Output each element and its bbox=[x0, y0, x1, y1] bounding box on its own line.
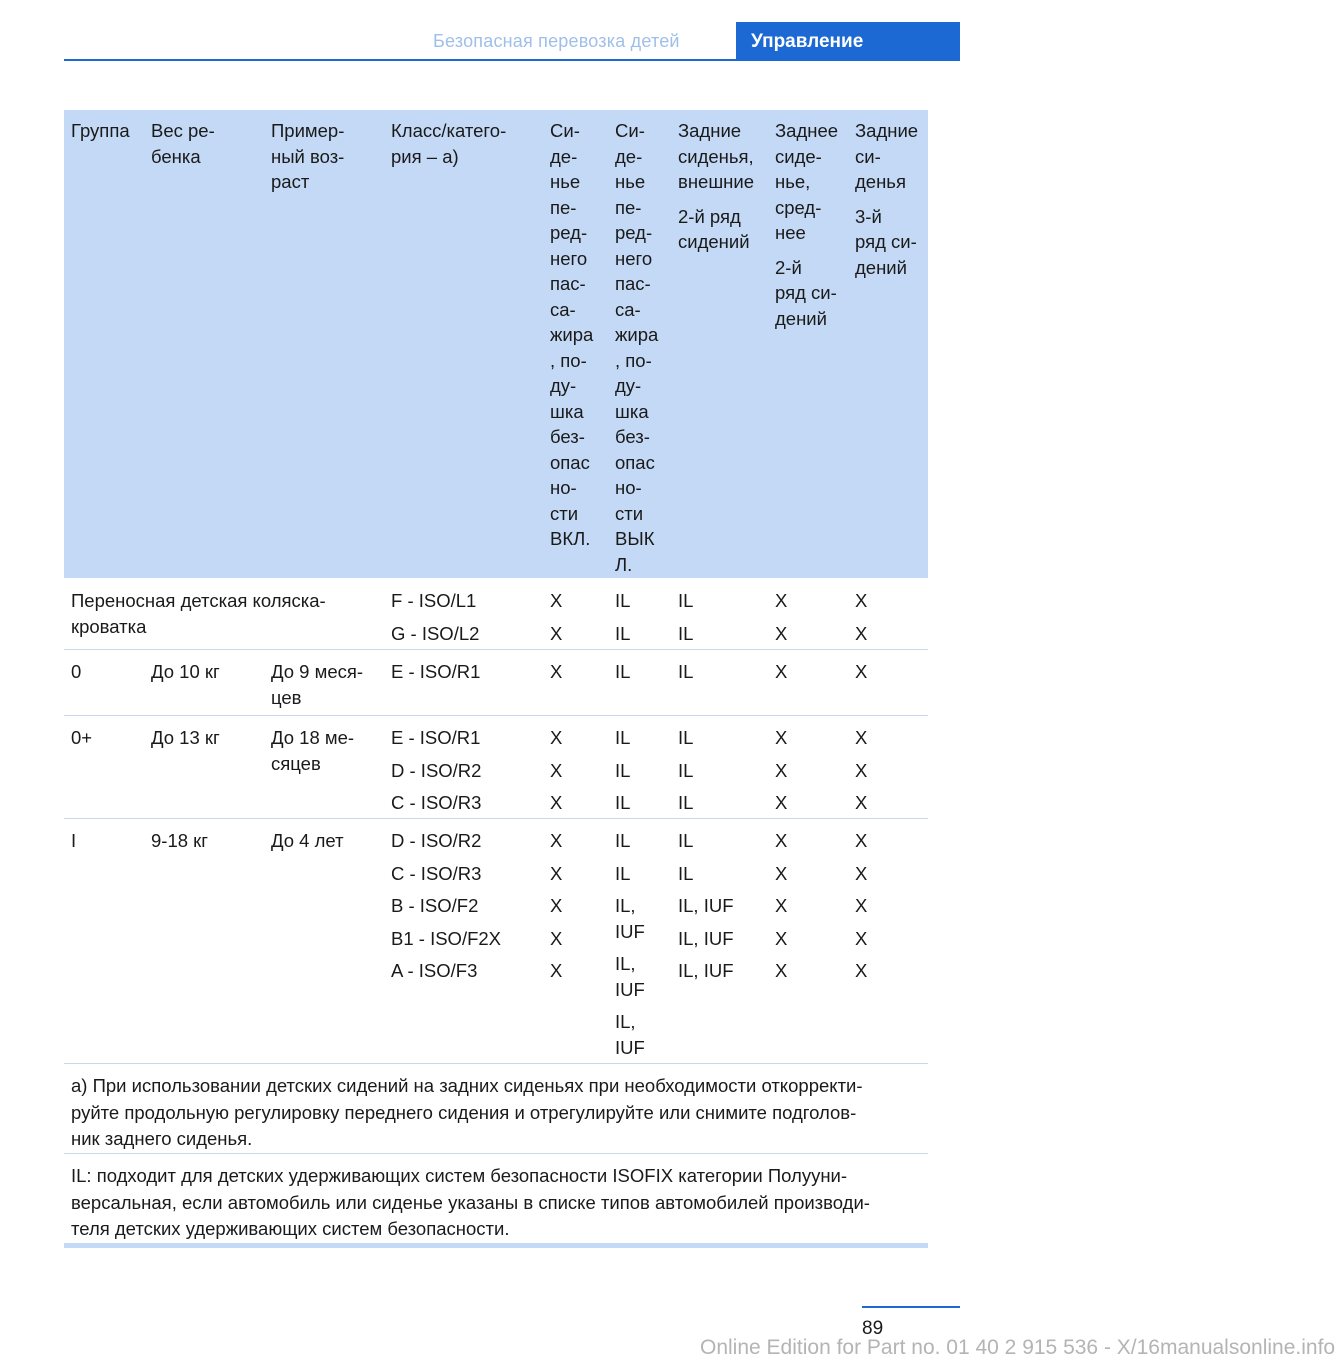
header-age: Пример- ный воз- раст bbox=[271, 120, 345, 192]
row-divider bbox=[64, 1153, 928, 1154]
isofix-table bbox=[64, 110, 928, 1239]
table-header-row bbox=[64, 110, 928, 578]
page-number-rule bbox=[862, 1306, 960, 1308]
cell-group: 0+ bbox=[71, 727, 93, 748]
header-front-airbag-on: Си- де- нье пе- ред- него пас- са- жира , по- ду- шка без- опас но- сти ВКЛ. bbox=[550, 120, 594, 549]
cell-rear-outer: IL bbox=[678, 661, 694, 682]
header-rule bbox=[64, 59, 960, 61]
row-divider bbox=[64, 818, 928, 819]
cell-class: D - ISO/R2 C - ISO/R3 B - ISO/F2 B1 - ISO/F2X A - ISO/F3 bbox=[391, 830, 502, 981]
cell-third-row: X X X bbox=[855, 727, 868, 813]
cell-class: F - ISO/L1 G - ISO/L2 bbox=[391, 590, 480, 644]
cell-age: До 18 ме- сяцев bbox=[271, 727, 355, 774]
row-divider bbox=[64, 649, 928, 650]
cell-third-row: X X bbox=[855, 590, 868, 644]
cell-rear-center: X X X X X bbox=[775, 830, 788, 981]
cell-front-airbag-on: X X X X X bbox=[550, 830, 563, 981]
cell-front-airbag-off: IL bbox=[615, 661, 631, 682]
header-rear-center: Заднее сиде- нье, сред- нее 2-й ряд си- дений bbox=[775, 120, 839, 329]
header-third-row: Задние си- денья 3-й ряд си- дений bbox=[855, 120, 919, 278]
cell-third-row: X X X X X bbox=[855, 830, 868, 981]
watermark: Online Edition for Part no. 01 40 2 915 536 - X/16manualsonline.info bbox=[700, 1336, 1335, 1359]
cell-front-airbag-off: IL IL bbox=[615, 590, 631, 644]
cell-rear-outer: IL IL IL bbox=[678, 727, 694, 813]
running-header-section: Безопасная перевозка детей bbox=[433, 31, 680, 51]
cell-front-airbag-on: X X bbox=[550, 590, 563, 644]
header-class: Класс/катего- рия – a) bbox=[391, 120, 507, 167]
table-bottom-bar bbox=[64, 1243, 928, 1248]
cell-weight: До 13 кг bbox=[151, 727, 220, 748]
cell-weight: До 10 кг bbox=[151, 661, 220, 682]
row-label: Переносная детская коляска- кроватка bbox=[71, 590, 326, 637]
cell-rear-outer: IL IL bbox=[678, 590, 694, 644]
header-weight: Вес ре- бенка bbox=[151, 120, 215, 167]
cell-third-row: X bbox=[855, 661, 868, 682]
cell-group: 0 bbox=[71, 661, 82, 682]
cell-rear-center: X bbox=[775, 661, 788, 682]
table-note: IL: подходит для детских удерживающих систем безопасности ISOFIX категории Полууни- версальная, если автомобиль или сиденье указаны в списке типов автомобилей производи- теля детских удерживающих систем безопасности. bbox=[71, 1165, 870, 1239]
cell-age: До 9 меся- цев bbox=[271, 661, 364, 708]
cell-class: E - ISO/R1 bbox=[391, 661, 481, 682]
cell-front-airbag-off: IL IL IL bbox=[615, 727, 631, 813]
row-divider bbox=[64, 715, 928, 716]
running-header-tab: Управление bbox=[736, 22, 960, 61]
header-group: Группа bbox=[71, 120, 130, 141]
cell-group: I bbox=[71, 830, 77, 851]
cell-front-airbag-off: IL IL IL, IUF IL, IUF IL, IUF bbox=[615, 830, 645, 1058]
header-rear-outer: Задние сиденья, внешние 2-й ряд сидений bbox=[678, 120, 755, 252]
cell-rear-center: X X X bbox=[775, 727, 788, 813]
row-divider bbox=[64, 1063, 928, 1064]
cell-front-airbag-on: X bbox=[550, 661, 563, 682]
page-number: 89 bbox=[862, 1318, 884, 1339]
cell-weight: 9-18 кг bbox=[151, 830, 209, 851]
cell-rear-outer: IL IL IL, IUF IL, IUF IL, IUF bbox=[678, 830, 734, 981]
table-note: a) При использовании детских сидений на задних сиденьях при необходимости откорректи- руйте продольную регулировку переднего сидения и отрегулируйте или снимите подголов- ник заднего сиденья. bbox=[71, 1075, 863, 1149]
cell-class: E - ISO/R1 D - ISO/R2 C - ISO/R3 bbox=[391, 727, 482, 813]
cell-age: До 4 лет bbox=[271, 830, 344, 851]
header-front-airbag-off: Си- де- нье пе- ред- него пас- са- жира , по- ду- шка без- опас но- сти ВЫК Л. bbox=[615, 120, 659, 575]
cell-front-airbag-on: X X X bbox=[550, 727, 563, 813]
cell-rear-center: X X bbox=[775, 590, 788, 644]
